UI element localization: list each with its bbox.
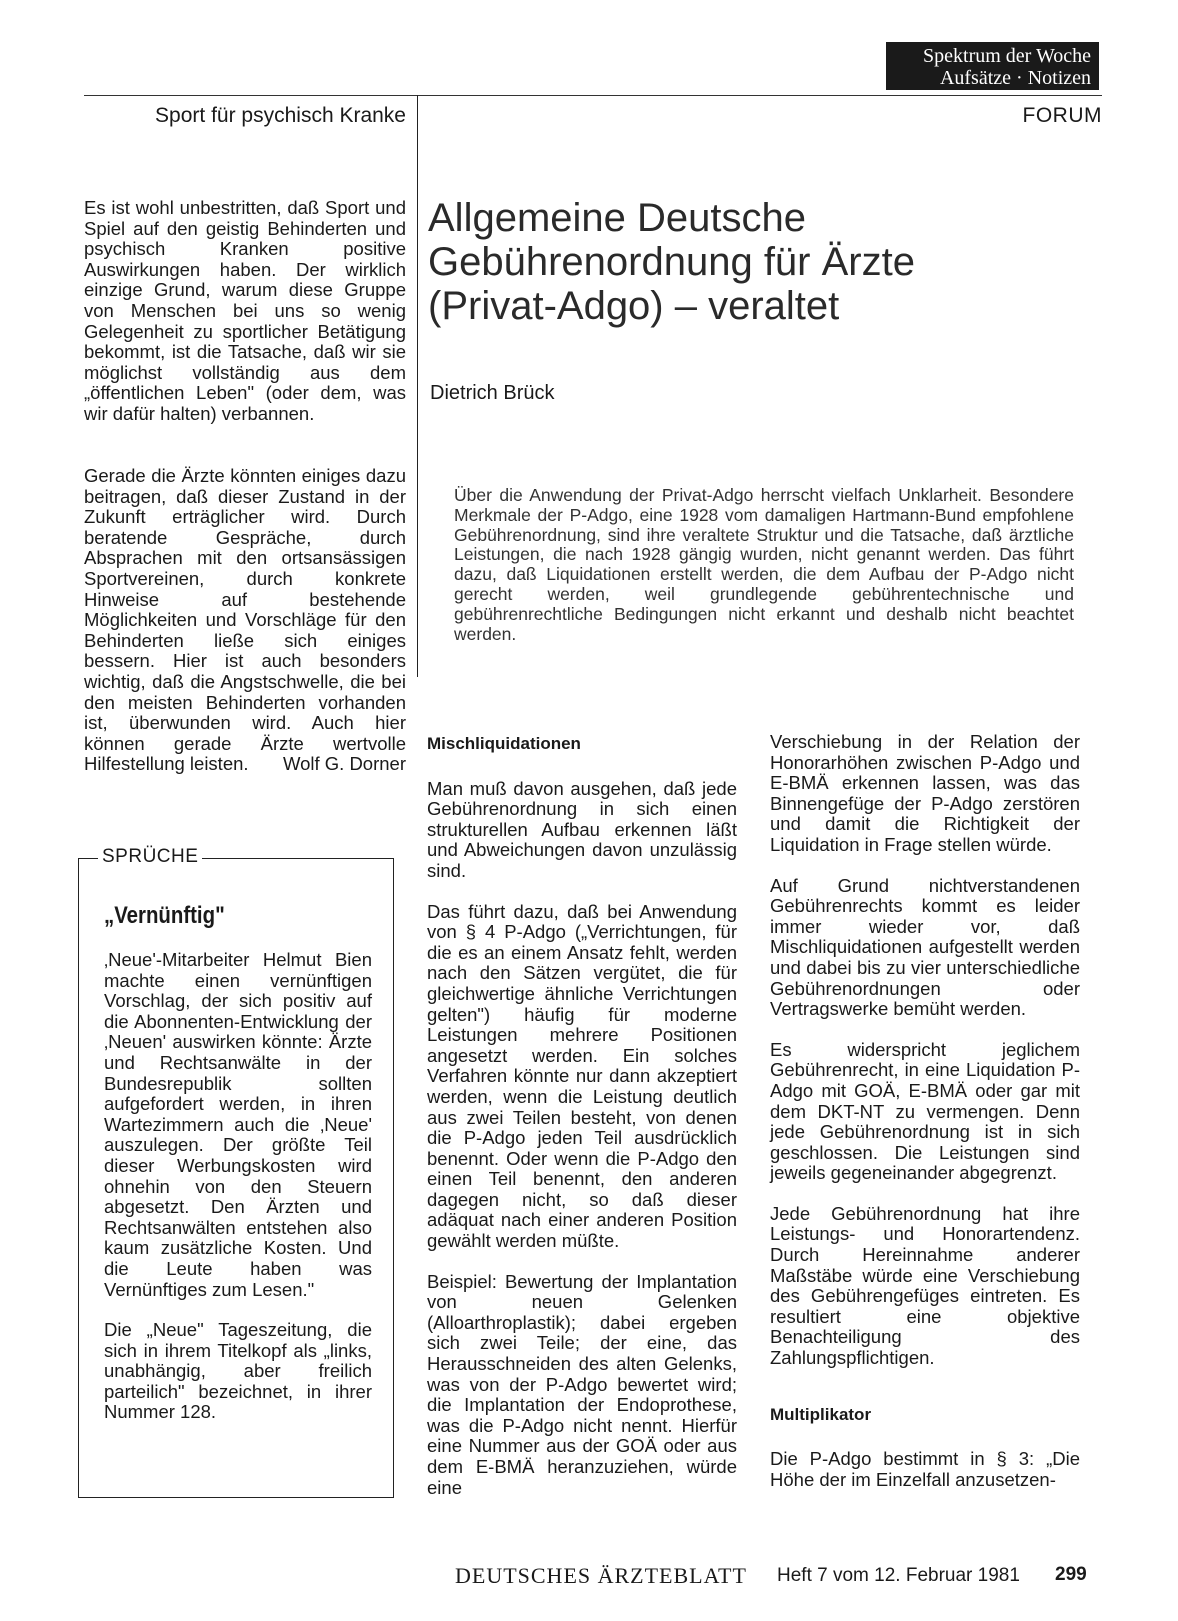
heading-multiplikator: Multiplikator: [770, 1404, 872, 1424]
article-column-2: [770, 732, 1080, 1510]
box-paragraph-1: ‚Neue'-Mitarbeiter Helmut Bien machte einen vernünftigen Vorschlag, der sich positiv auf die Abonnenten-Entwicklung der ‚Neuen' auswirken könnte: Ärzte und Rechtsanwälte in der Bundesrepublik sollten aufgefordert werden, in ihren Wartezimmern auch die ‚Neue' auszulegen. Der größte Teil dieser Werbungskosten wird ohnehin von den Steuern abgesetzt. Den Ärzten und Rechtsanwälten entstehen also kaum zusätzliche Kosten. Und die Leute haben was Vernünftiges zum Lesen.": [104, 949, 372, 1300]
col2-paragraph-2: Das führt dazu, daß bei Anwendung von § 4 P-Adgo („Verrichtungen, für die es an einem Ansatz fehlt, werden nach den Sätzen vergütet, die für gleichwertige ähnliche Verrichtungen gelten") häufig für moderne Leistungen mehrere Positionen angesetzt werden. Ein solches Verfahren könnte nur dann akzeptiert werden, wenn die Leistung deutlich aus zwei Teilen besteht, von denen die P-Adgo jeden Teil ausdrücklich benennt. Oder wenn die P-Adgo den einen Teil benennt, den anderen dagegen nicht, so daß dieser adäquat nach einer anderen Position gewählt werden müßte.: [427, 900, 737, 1252]
left-paragraph-2: [84, 466, 406, 775]
author: Dietrich Brück: [430, 382, 555, 404]
rubric-line-1: Spektrum der Woche: [923, 45, 1091, 67]
left-article-body-2: [84, 466, 406, 775]
box-body: [104, 950, 372, 1443]
section-rubric: [886, 42, 1099, 90]
heading-mischliquidationen: Mischliquidationen: [427, 734, 581, 753]
page-number: 299: [1055, 1564, 1087, 1585]
col3-paragraph-2: Auf Grund nichtverstandenen Gebührenrechts kommt es leider immer wieder vor, daß Mischliquidationen aufgestellt werden und dabei bis zu vier unterschiedliche Gebührenordnungen oder Vertragswerke bemüht werden.: [770, 874, 1080, 1020]
left-paragraph-2-text: Gerade die Ärzte könnten einiges dazu beitragen, daß dieser Zustand in der Zukunft erträglicher wird. Durch beratende Gespräche, durch Absprachen mit den ortsansässigen Sportvereinen, durch konkrete Hinweise auf bestehende Möglichkeiten und Vorschläge für den Behinderten ließe sich einiges bessern. Hier ist auch besonders wichtig, daß die Angstschwelle, die bei den meisten Behinderten vorhanden ist, überwunden wird. Auch hier können gerade Ärzte wertvolle Hilfestellung leisten.: [84, 465, 406, 775]
col3-paragraph-4: Jede Gebührenordnung hat ihre Leistungs- und Honorartendenz. Durch Hereinnahme anderer Maßstäbe würde eine Verschiebung des Gebührengefüges eintreten. Es resultiert eine objektive Benachteiligung des Zahlungspflichtigen.: [770, 1202, 1080, 1369]
left-article-body: [84, 198, 406, 425]
footer-publication: DEUTSCHES ÄRZTEBLATT: [455, 1563, 747, 1588]
box-title: „Vernünftig": [104, 902, 225, 929]
box-paragraph-2: Die „Neue" Tageszeitung, die sich in ihrem Titelkopf als „links, unabhängig, aber freilich parteilich" bezeichnet, in ihrer Nummer 128.: [104, 1319, 372, 1423]
left-article-title: Sport für psychisch Kranke: [155, 104, 406, 127]
top-rule: [84, 95, 1102, 96]
col2-paragraph-1: Man muß davon ausgehen, daß jede Gebührenordnung in sich einen strukturellen Aufbau erkennen läßt und Abweichungen davon unzulässig sind.: [427, 777, 737, 881]
article-title: [428, 196, 1088, 328]
abstract: [454, 486, 1074, 644]
col3-paragraph-5: Die P-Adgo bestimmt in § 3: „Die Höhe der im Einzelfall anzusetzen-: [770, 1448, 1080, 1490]
box-label: SPRÜCHE: [98, 846, 202, 868]
col3-paragraph-1: Verschiebung in der Relation der Honorarhöhen zwischen P-Adgo und E-BMÄ erkennen lassen, was das Binnengefüge der P-Adgo zerstören und damit die Richtigkeit der Liquidation in Frage stellen würde.: [770, 731, 1080, 855]
col3-paragraph-3: Es widerspricht jeglichem Gebührenrecht, in eine Liquidation P-Adgo mit GOÄ, E-BMÄ oder gar mit dem DKT-NT zu vermengen. Denn jede Gebührenordnung ist in sich geschlossen. Die Leistungen sind jeweils gegeneinander abgegrenzt.: [770, 1038, 1080, 1184]
rubric-line-2: Aufsätze · Notizen: [939, 67, 1091, 89]
title-line-2: Gebührenordnung für Ärzte: [428, 240, 915, 284]
col2-paragraph-3: Beispiel: Bewertung der Implantation von neuen Gelenken (Alloarthroplastik); dabei ergeben sich zwei Teile; der eine, das Herausschneiden des alten Gelenks, was von der P-Adgo bewertet wird; die Implantation der Endoprothese, was die P-Adgo nicht nennt. Hierfür eine Nummer aus der GOÄ oder aus dem E-BMÄ heranzuziehen, würde eine: [427, 1270, 737, 1498]
footer-issue: Heft 7 vom 12. Februar 1981: [777, 1565, 1020, 1586]
left-article-signature: Wolf G. Dorner: [282, 753, 406, 775]
title-line-1: Allgemeine Deutsche: [428, 196, 806, 240]
section-label: FORUM: [1022, 104, 1102, 127]
article-column-1: [427, 734, 737, 1518]
left-paragraph-1: Es ist wohl unbestritten, daß Sport und Spiel auf den geistig Behinderten und psychisch Kranken positive Auswirkungen haben. Der wirklich einzige Grund, warum diese Gruppe von Menschen bei uns so wenig Gelegenheit zu sportlicher Betätigung bekommt, ist die Tatsache, daß wir sie möglichst vollständig aus dem „öffentlichen Leben" (oder dem, was wir dafür halten) verbannen.: [84, 197, 406, 424]
column-divider: [417, 95, 418, 677]
title-line-3: (Privat-Adgo) – veraltet: [428, 284, 840, 328]
abstract-text: Über die Anwendung der Privat-Adgo herrscht vielfach Unklarheit. Besondere Merkmale der P-Adgo, eine 1928 vom damaligen Hartmann-Bund empfohlene Gebührenordnung, sind ihre veraltete Struktur und die Tatsache, daß ärztliche Leistungen, die nach 1928 gängig wurden, nicht genannt werden. Das führt dazu, daß Liquidationen erstellt werden, die dem Aufbau der P-Adgo nicht gerecht werden, weil grundlegende gebührentechnische und gebührenrechtliche Bedingungen nicht erkannt und deshalb nicht beachtet werden.: [454, 485, 1074, 644]
